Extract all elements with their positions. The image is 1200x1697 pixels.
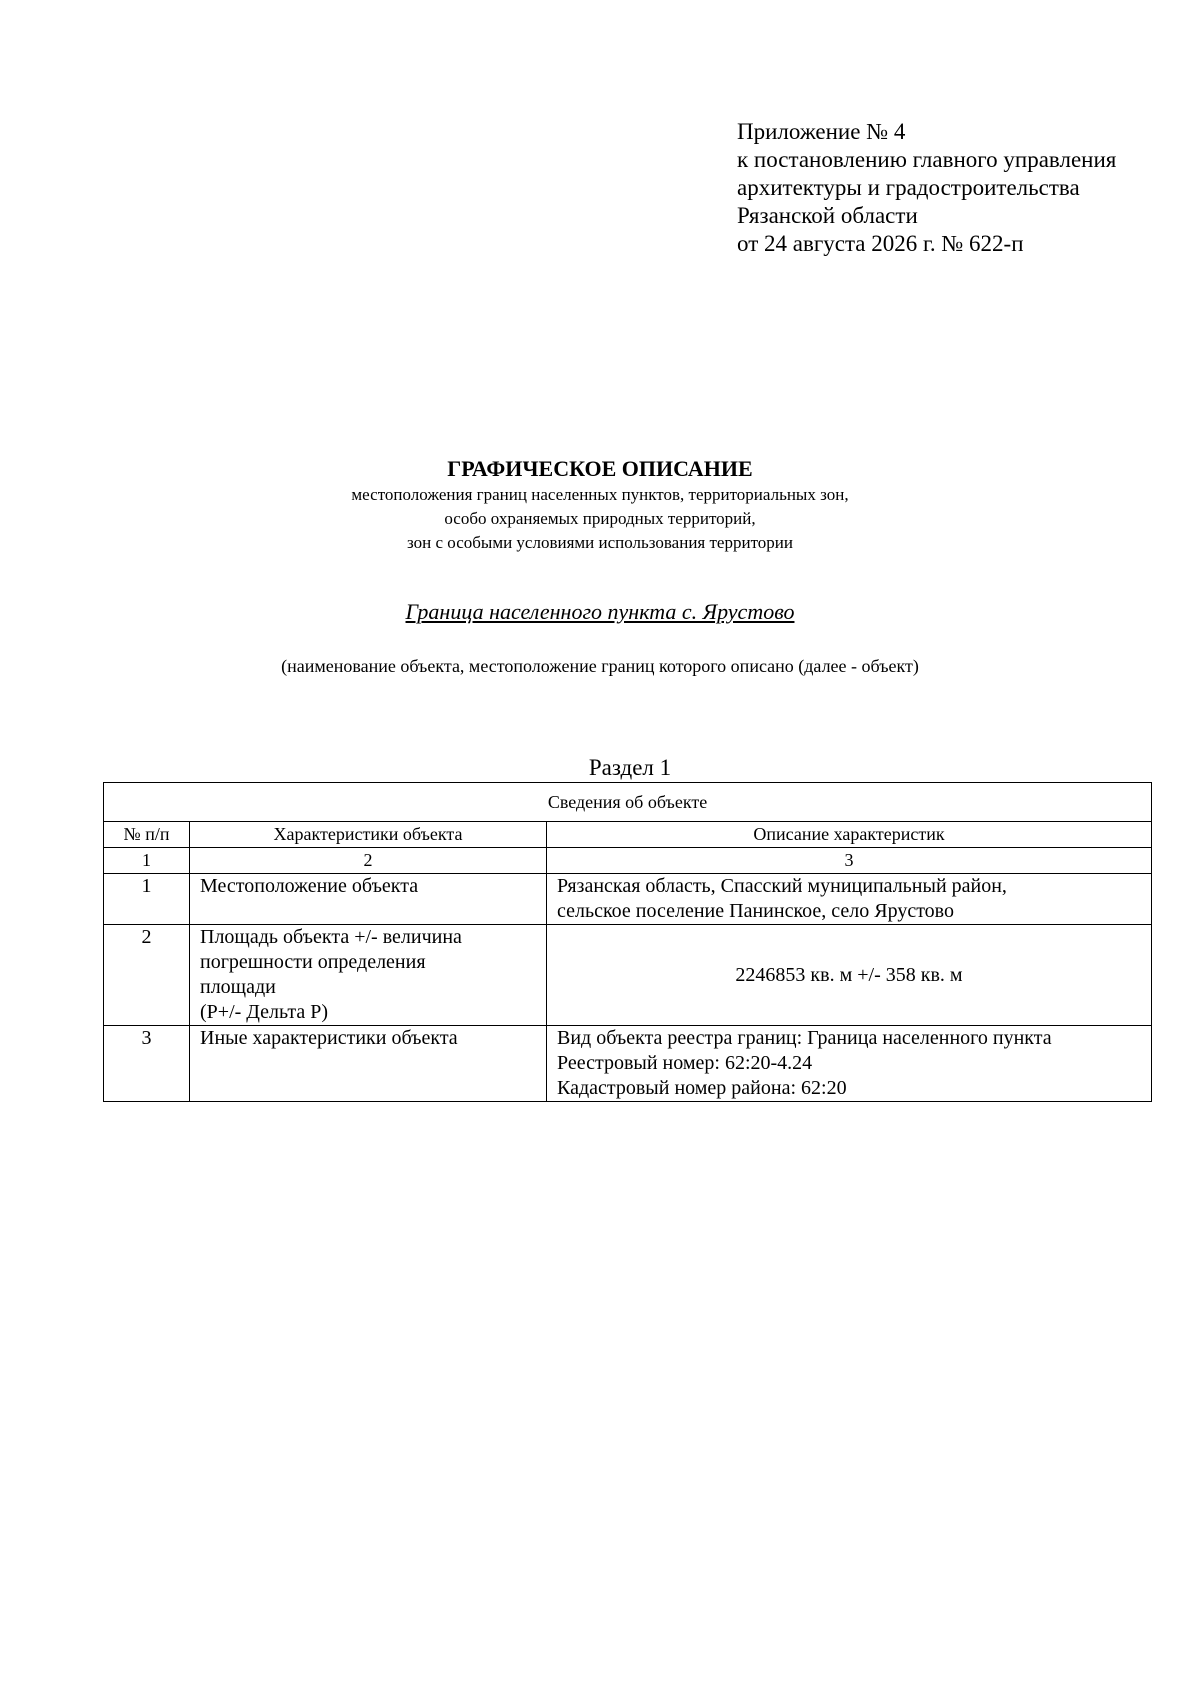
characteristic-line: площади xyxy=(200,976,276,998)
appendix-line: Рязанской области xyxy=(737,203,918,228)
characteristic-line: погрешности определения xyxy=(200,951,426,973)
subtitle-line: особо охраняемых природных территорий, xyxy=(444,509,756,528)
column-number: 3 xyxy=(547,848,1152,874)
appendix-line: архитектуры и градостроительства xyxy=(737,175,1080,200)
section-title: Раздел 1 xyxy=(588,755,672,780)
subtitle-line: зон с особыми условиями использования территории xyxy=(407,533,793,552)
table-row xyxy=(104,874,1152,925)
row-description xyxy=(547,874,1152,925)
header-description: Описание характеристик xyxy=(547,822,1152,848)
column-number: 1 xyxy=(104,848,190,874)
row-number: 2 xyxy=(104,925,190,1026)
characteristic-line: (P+/- Дельта P) xyxy=(200,1001,329,1023)
characteristic-line: Иные характеристики объекта xyxy=(200,1027,458,1049)
table-row xyxy=(104,925,1152,1026)
description-line: Рязанская область, Спасский муниципальный район, xyxy=(557,875,1007,897)
object-name-text: Граница населенного пункта с. Ярустово xyxy=(405,599,795,624)
column-number-row xyxy=(104,848,1152,874)
characteristic-line: Местоположение объекта xyxy=(200,875,419,897)
characteristic-line: Площадь объекта +/- величина xyxy=(200,926,462,948)
header-characteristic: Характеристики объекта xyxy=(190,822,547,848)
row-characteristic xyxy=(190,874,547,925)
description-line: 2246853 кв. м +/- 358 кв. м xyxy=(735,963,963,986)
row-characteristic xyxy=(190,1026,547,1102)
header-number: № п/п xyxy=(104,822,190,848)
description-line: Реестровый номер: 62:20-4.24 xyxy=(557,1052,813,1074)
table-caption: Сведения об объекте xyxy=(104,783,1152,822)
appendix-line: Приложение № 4 xyxy=(737,119,906,144)
title-block xyxy=(0,455,1200,555)
description-line: Кадастровый номер района: 62:20 xyxy=(557,1077,847,1099)
row-number: 3 xyxy=(104,1026,190,1102)
description-line: сельское поселение Панинское, село Ярустово xyxy=(557,900,954,922)
object-name xyxy=(0,599,1200,625)
column-number: 2 xyxy=(190,848,547,874)
object-info-table xyxy=(103,782,1152,1102)
table-header-row xyxy=(104,822,1152,848)
document-title: ГРАФИЧЕСКОЕ ОПИСАНИЕ xyxy=(447,456,753,481)
row-number: 1 xyxy=(104,874,190,925)
row-description xyxy=(547,925,1152,1026)
subtitle-line: местоположения границ населенных пунктов, территориальных зон, xyxy=(351,485,849,504)
row-characteristic xyxy=(190,925,547,1026)
object-caption: (наименование объекта, местоположение границ которого описано (далее - объект) xyxy=(281,656,919,676)
description-line: Вид объекта реестра границ: Граница населенного пункта xyxy=(557,1027,1052,1049)
appendix-line: от 24 августа 2026 г. № 622-п xyxy=(737,231,1024,256)
table-row xyxy=(104,1026,1152,1102)
row-description xyxy=(547,1026,1152,1102)
appendix-line: к постановлению главного управления xyxy=(737,147,1117,172)
appendix-header xyxy=(737,118,1116,258)
